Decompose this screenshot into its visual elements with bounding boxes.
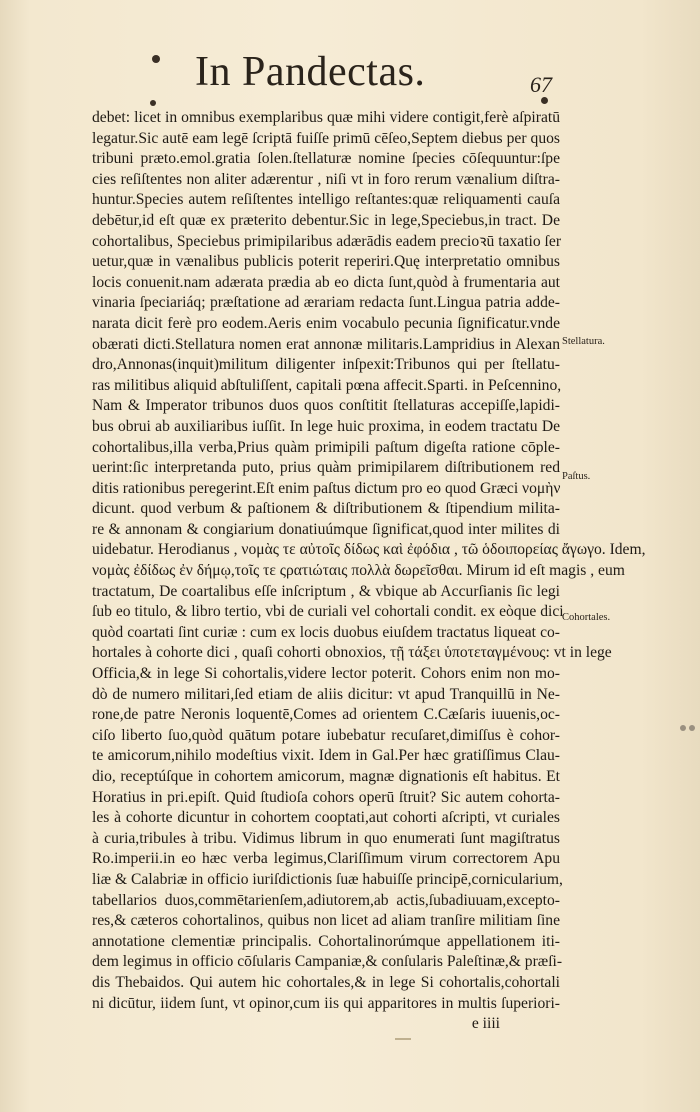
ink-dot [152,55,160,63]
text-line: debētur,id eſt quæ ex præterito debentur.Sic in lege,Speciebus,in tract. De [92,211,560,229]
text-line: liæ & Calabriæ in officio iuriſdictionis ſuæ habuiſſe principē,cornicularium, [92,870,563,888]
text-line: Ro.imperii.in eo hæc verba legimus,Clariſſimum virum correctorem Apu [92,850,560,868]
bleed-mark [689,725,695,731]
text-line: hortales à cohorte dici , quaſi cohorti obnoxios, τῇ τάξει ὑποτεταγμένους: vt in lege [92,644,612,662]
text-line: debet: licet in omnibus exemplaribus quæ mihi videre contigit,ferè aſpiratū [92,109,560,126]
signature-mark: e iiii [471,1015,500,1033]
text-line: dro,Annonas(inquit)militum diligenter inſpexit:Tribunos qui per ſtellatu- [92,356,560,374]
text-line: dicunt. quod verbum & paſtionem & diſtributionem & ſtipendium milita- [92,500,560,518]
text-line: ſub eo titulo, & libro tertio, vbi de curiali vel cohortali condit. ex eòque dici [92,603,564,621]
text-line: annotatione clementiæ principalis. Cohortalinorúmque appellationem iti- [92,932,560,950]
text-line: ras militibus aliquid abſtuliſſent, capitali pœna affecit.Sparti. in Peſcennino, [92,376,562,394]
margin-note-cohortales: Cohortales. [562,612,611,623]
margin-note-pastus: Paſtus. [562,471,591,482]
text-line: narata dicit ferè pro eodem.Aeris enim vocabulo pecunia ſignificatur.vnde [92,314,560,332]
bleed-mark [680,725,686,731]
text-line: à curia,tribules à tribu. Vidimus librum in quo enumerati ſunt magiſtratus [92,829,560,847]
text-line: cohortalibus, Speciebus primipilaribus adærādis eadem precioꝛū taxatio ſer [92,232,562,250]
text-line: dò de numero militari,ſed etiam de aliis dicitur: vt apud Tranquillū in Ne- [92,685,560,703]
text-line: quòd coartati ſint curiæ : cum ex locis duobus eiuſdem tractatus liqueat co- [92,623,560,641]
text-line: obærati dicti.Stellatura nomen erat annonæ militaris.Lampridius in Alexan [92,335,560,353]
text-line: dio, receptúſque in cohortem amicorum, magnæ dignationis eſt habitus. Et [92,768,560,785]
text-line: Officia,& in lege Si cohortalis,videre lector poterit. Cohors enim non mo- [92,665,560,683]
text-line: res,& cæteros cohortalinos, quibus non licet ad aliam tranſire militiam ſine [92,912,560,930]
margin-note-stellatura: Stellatura. [562,336,605,347]
ink-dot [150,100,156,106]
ink-dot [541,97,548,104]
running-title: In Pandectas. [195,49,426,95]
text-line: te amicorum,nihilo modeſtius vixit. Idem in Gal.Per hæc gratiſſimus Clau- [92,747,560,765]
page-header [0,42,700,102]
text-line: tribuni præto.emol.gratia ſolen.ſtellaturæ nomine ſpecies cōſequuntur:ſpe [92,150,560,168]
text-line: locis conuenit.nam adærata prædia ab eo dicta ſunt,quòd à frumentaria aut [92,273,560,291]
text-line: uetur,quæ in vænalibus publicis poterit reperiri.Quę interpretatio omnibus [92,253,560,271]
text-line: Horatius in pri.epiſt. Quid ſtudioſa cohors operū ſtruit? Sic autem cohorta- [92,788,560,806]
text-line: rone,de patre Neronis loquentē,Comes ad orientem C.Cæſaris iuuenis,oc- [92,706,560,724]
text-line: re & annonam & congiarium donatiuúmque ſignificat,quod inter milites di [92,520,560,538]
ink-smudge [395,1038,411,1040]
text-line: νομὰς ἐδίδως ἐν δήμῳ,τοῖς τε ςρατιώταις πολλὰ δωρεῖσθαι. Mirum id eſt magis , eum [92,562,625,580]
text-line: huntur.Species autem reſiſtentes intelligo reſtantes:quæ reliquamenti cauſa [92,191,560,209]
text-line: uerint:ſic interpretanda puto, prius quàm primipilarem diſtributionem red [92,459,560,477]
text-line: cohortalibus,illa verba,Prius quàm primipili paſtum digeſta ratione cōple- [92,438,560,456]
text-line: dem legimus in officio cōſularis Campaniæ,& conſularis Paleſtinæ,& præſi- [92,953,563,971]
text-line: Nam & Imperator tribunos duos quos conſtitit ſtellaturas accepiſſe,lapidi- [92,397,560,415]
text-line: ciſo liberto ſuo,quòd quātum potare iubebatur recuſaret,dimiſſus è cohor- [92,726,560,744]
page-number: 67 [530,72,552,97]
text-line: les à cohorte dicuntur in cohortem cooptati,aut cohorti aſcripti, vt curiales [92,809,560,827]
text-line: tabellarios duos,commētarienſem,adiutorem,ab actis,ſubadiuuam,excepto- [92,891,560,909]
text-line: uidebatur. Herodianus , νομὰς τε αὐτοῖς δίδως καὶ ἐφόδια , τῶ ὁδοιπορείας ἄγωγο. Idem, [92,541,646,559]
text-line: ni dicūtur, iidem ſunt, vt opinor,cum iis qui apparitores in multis ſuperiori- [92,994,560,1012]
text-line: vinaria ſpeciariáq; præſtatione ad ærariam redacta ſunt.Lingua patria adde- [92,294,560,312]
body-text [92,108,646,1035]
text-line: dis Thebaidos. Qui autem hic cohortales,& in lege Si cohortalis,cohortali [92,973,560,991]
text-line: ditis rationibus peregerint.Eſt enim paſtus dictum pro eo quod Græci νομὴν [92,479,561,497]
text-line: legatur.Sic autē eam legē ſcriptā fuiſſe primū cēſeo,Septem diebus per quos [92,129,560,147]
text-line: bus obrui ab auxiliaribus iuſſit. In lege huic proxima, in eodem tractatu De [92,417,560,435]
text-line: tractatum, De coartalibus eſſe inſcriptum , & vbique ab Accurſianis ſic legi [92,582,560,600]
text-line: cies reſiſtentes non aliter adærentur , niſi vt in foro rerum vænalium diſtra- [92,170,560,188]
